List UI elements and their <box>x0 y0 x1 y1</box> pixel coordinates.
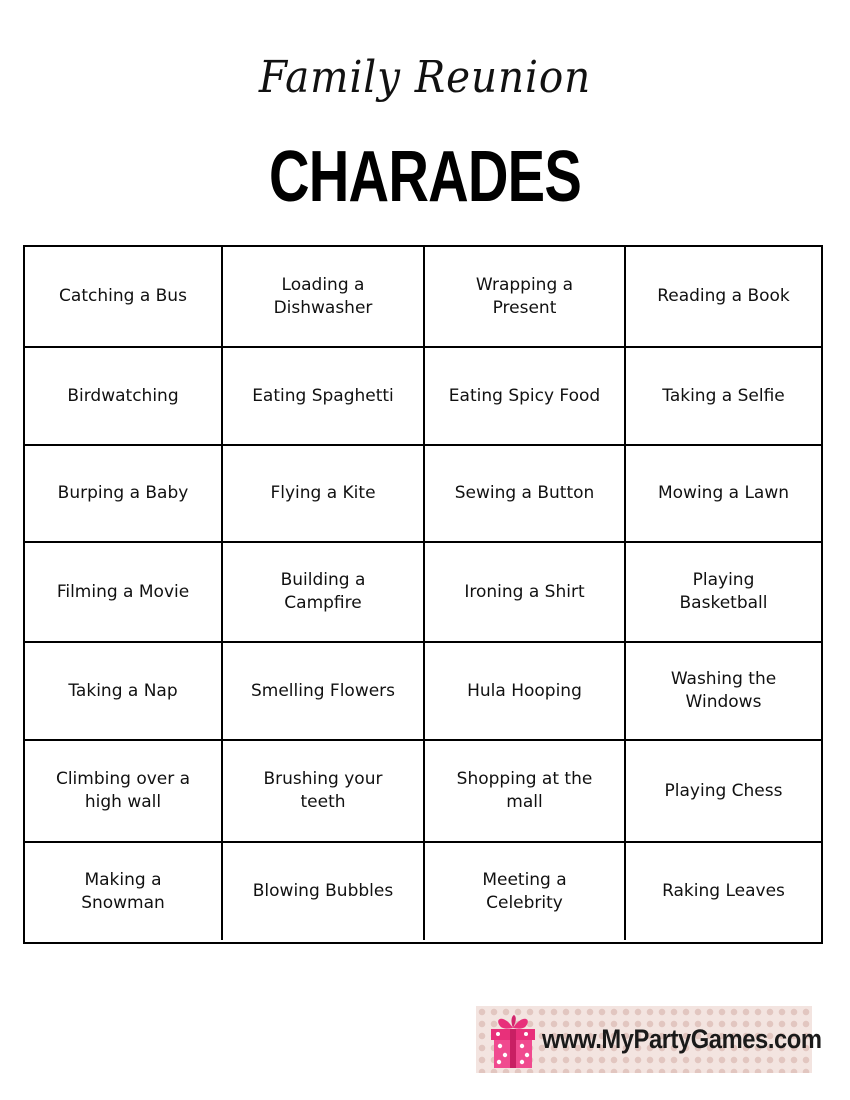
charade-cell: Reading a Book <box>626 247 821 348</box>
charade-cell: Meeting a Celebrity <box>425 843 626 940</box>
site-logo[interactable] <box>476 1006 822 1073</box>
charade-cell: Hula Hooping <box>425 643 626 741</box>
page-title: CHARADES <box>268 137 582 217</box>
gift-box-icon <box>486 1012 540 1070</box>
charade-cell: Filming a Movie <box>25 543 223 643</box>
charade-cell: Wrapping a Present <box>425 247 626 348</box>
logo-text: www.MyPartyGames.com <box>542 1024 822 1054</box>
charade-cell: Eating Spicy Food <box>425 348 626 446</box>
charade-cell: Making a Snowman <box>25 843 223 940</box>
charade-cell: Smelling Flowers <box>223 643 425 741</box>
charade-cell: Flying a Kite <box>223 446 425 543</box>
charade-cell: Playing Basketball <box>626 543 821 643</box>
charade-cell: Shopping at the mall <box>425 741 626 843</box>
charades-grid <box>23 245 823 944</box>
charade-cell: Brushing your teeth <box>223 741 425 843</box>
charade-cell: Catching a Bus <box>25 247 223 348</box>
charade-cell: Sewing a Button <box>425 446 626 543</box>
charade-cell: Taking a Nap <box>25 643 223 741</box>
charade-cell: Climbing over a high wall <box>25 741 223 843</box>
charade-cell: Burping a Baby <box>25 446 223 543</box>
charade-cell: Eating Spaghetti <box>223 348 425 446</box>
charade-cell: Loading a Dishwasher <box>223 247 425 348</box>
charade-cell: Washing the Windows <box>626 643 821 741</box>
charade-cell: Raking Leaves <box>662 881 785 901</box>
charade-cell: Taking a Selfie <box>626 348 821 446</box>
charade-cell: Blowing Bubbles <box>223 843 425 940</box>
page-subtitle: Family Reunion <box>258 52 592 103</box>
charade-cell: Mowing a Lawn <box>626 446 821 543</box>
charade-cell: Ironing a Shirt <box>425 543 626 643</box>
charade-cell: Playing Chess <box>626 741 821 843</box>
charade-cell: Birdwatching <box>25 348 223 446</box>
charade-cell: Building a Campfire <box>223 543 425 643</box>
